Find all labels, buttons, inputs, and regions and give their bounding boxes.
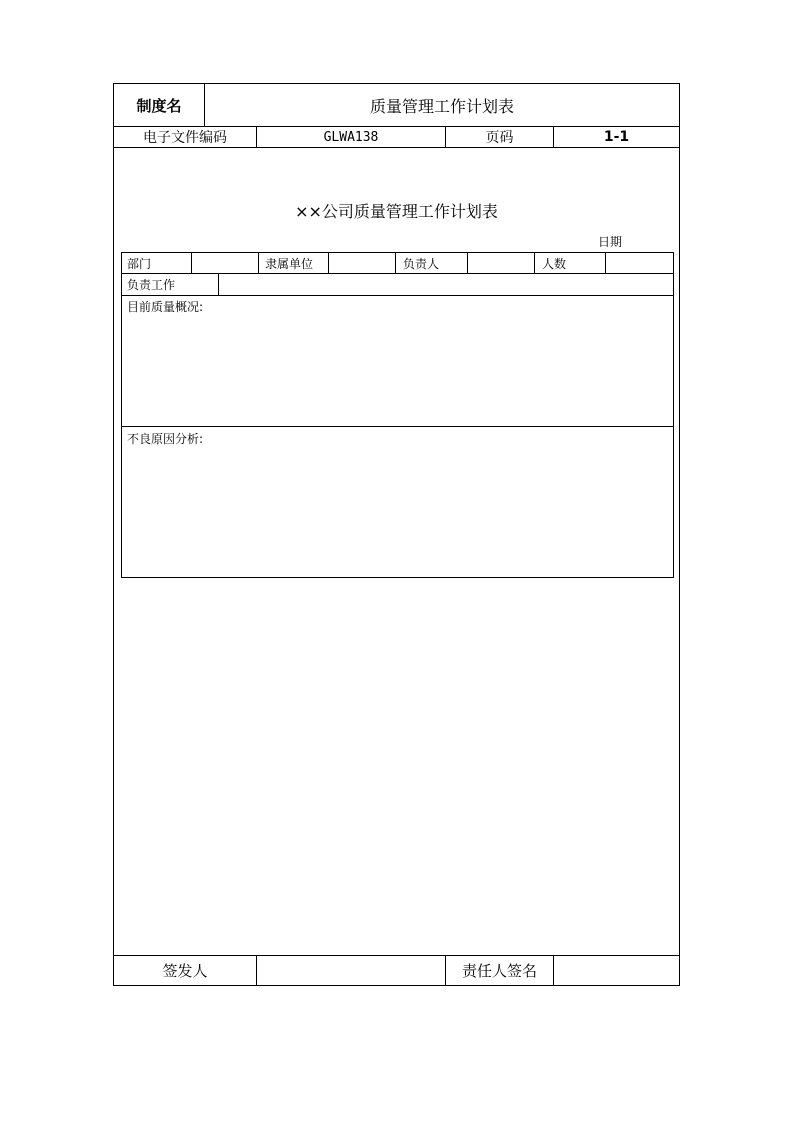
- current-quality-field[interactable]: [122, 315, 673, 426]
- department-field[interactable]: [192, 253, 258, 273]
- issuer-field[interactable]: [257, 956, 445, 985]
- unit-label: 隶属单位: [265, 256, 314, 271]
- date-label: 日期: [598, 234, 623, 249]
- document-frame: [113, 83, 680, 986]
- form-title: ××公司质量管理工作计划表: [295, 201, 498, 221]
- regulation-title: 质量管理工作计划表: [369, 96, 514, 116]
- divider: [395, 253, 396, 273]
- unit-field[interactable]: [329, 253, 395, 273]
- defect-analysis-label: 不良原因分析:: [127, 431, 204, 446]
- page-label: 页码: [485, 130, 514, 146]
- responsible-work-field[interactable]: [219, 274, 673, 295]
- regulation-name-label: 制度名: [136, 96, 182, 115]
- file-code-value: GLWA138: [323, 129, 379, 145]
- responsible-work-label: 负责工作: [127, 278, 176, 292]
- page-number: 1-1: [603, 129, 630, 145]
- divider: [534, 253, 535, 273]
- current-quality-label: 目前质量概况:: [127, 299, 204, 314]
- divider: [122, 295, 673, 296]
- divider: [114, 147, 679, 148]
- defect-analysis-field[interactable]: [122, 447, 673, 577]
- divider: [258, 253, 259, 273]
- divider: [122, 426, 673, 427]
- responsible-signature-label: 责任人签名: [461, 962, 537, 980]
- file-code-label: 电子文件编码: [143, 130, 227, 146]
- plan-table: [121, 252, 674, 578]
- department-label: 部门: [127, 256, 152, 271]
- person-in-charge-field[interactable]: [468, 253, 534, 273]
- headcount-field[interactable]: [606, 253, 673, 273]
- person-in-charge-label: 负责人: [403, 256, 440, 271]
- responsible-signature-field[interactable]: [554, 956, 679, 985]
- headcount-label: 人数: [542, 256, 567, 271]
- issuer-label: 签发人: [162, 962, 208, 980]
